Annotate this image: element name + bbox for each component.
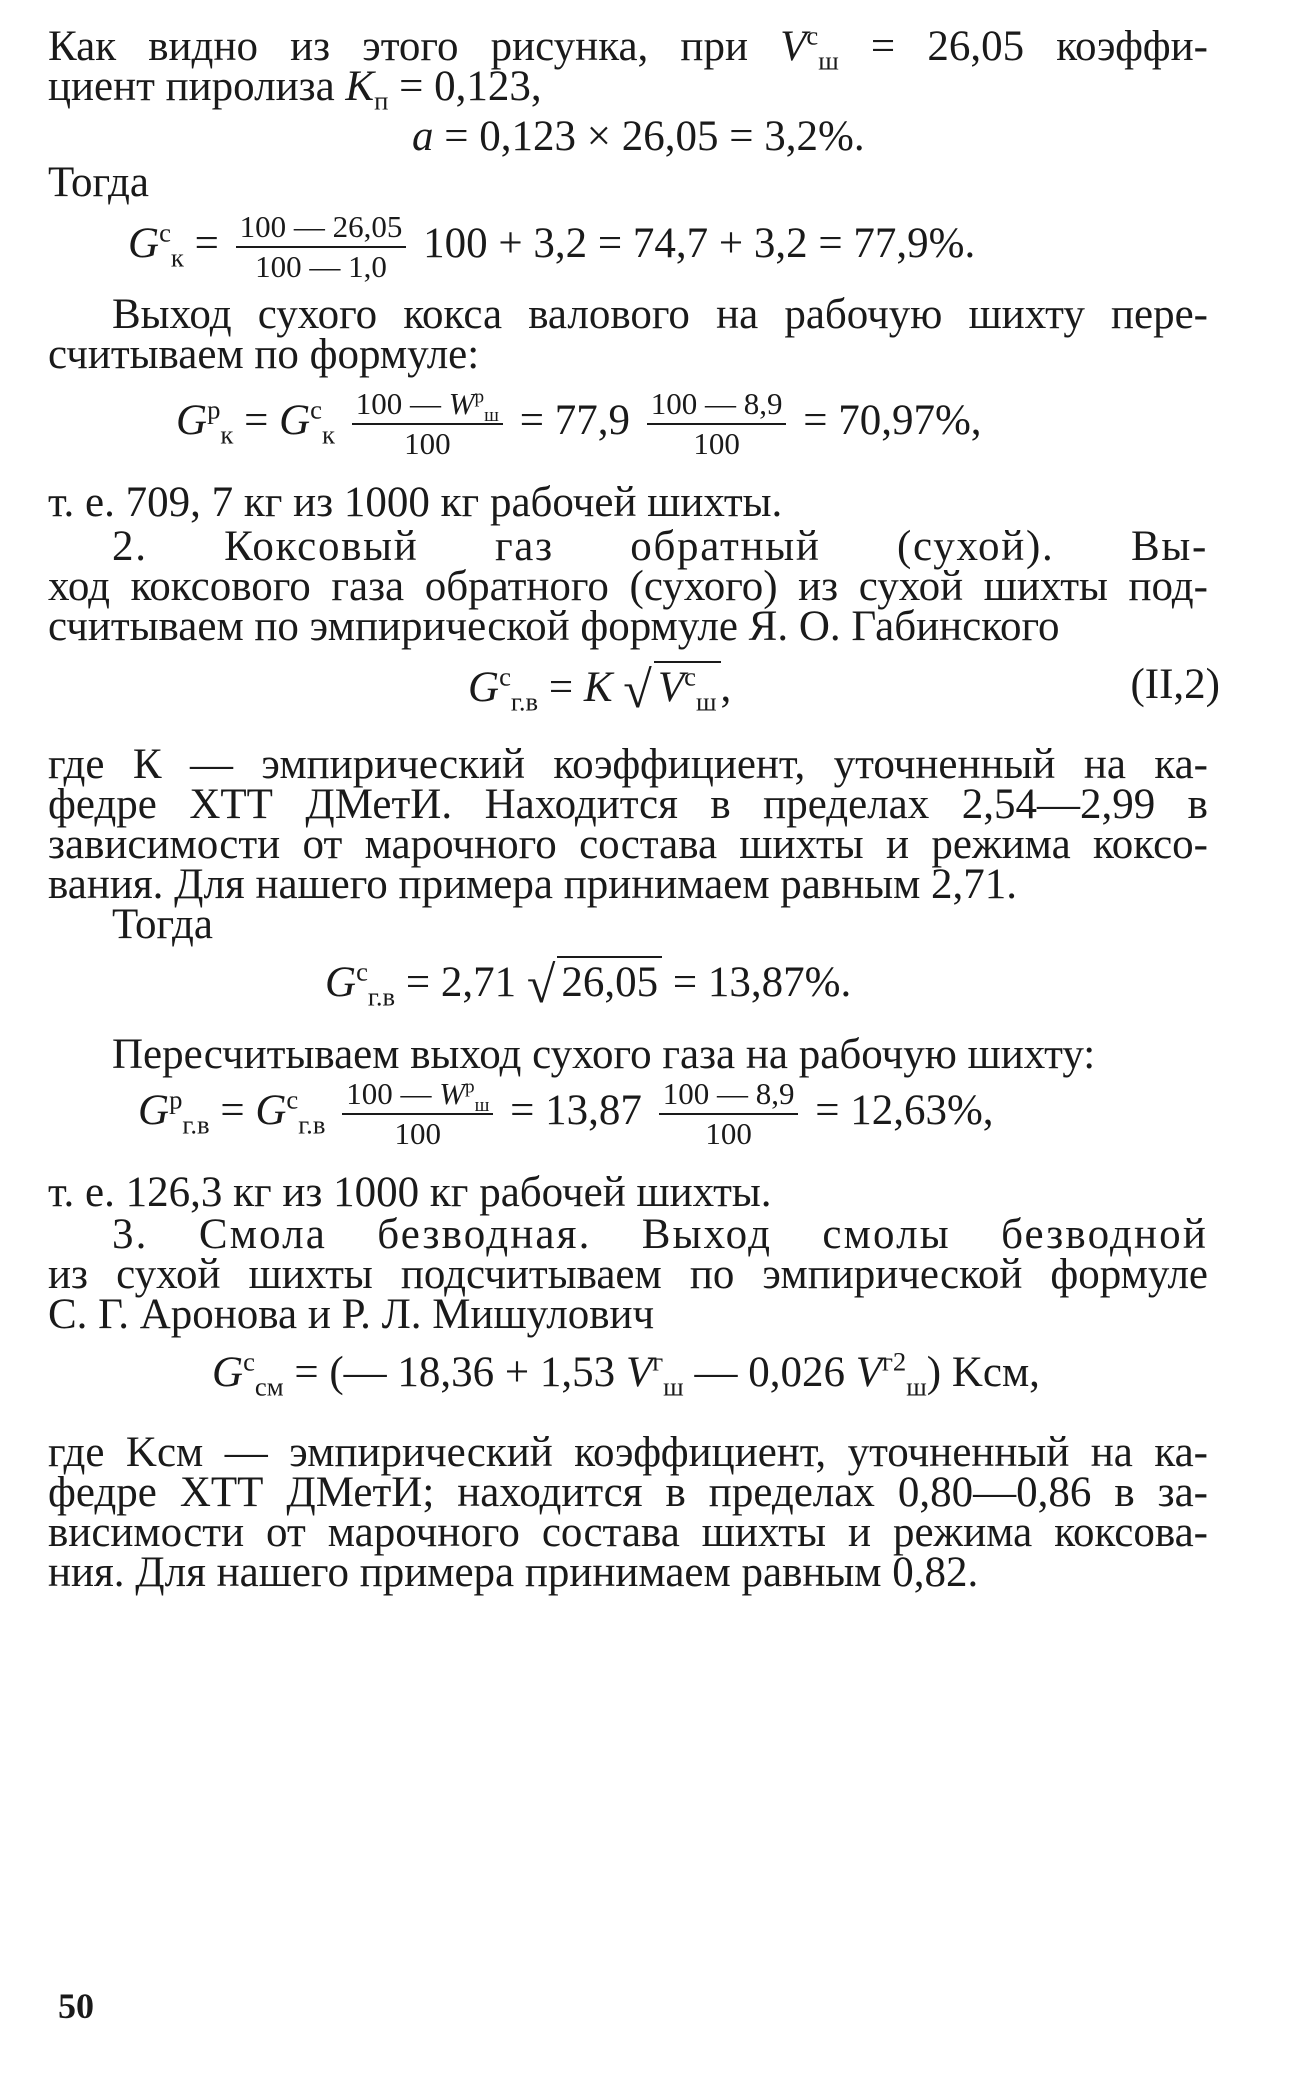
text-line: т. е. 126,3 кг из 1000 кг рабочей шихты.: [48, 1169, 772, 1216]
equation-a: a = 0,123 × 26,05 = 3,2%.: [412, 113, 865, 160]
text-line: считываем по эмпирической формуле Я. О. Габинского: [48, 603, 1060, 650]
equation-ggv-value: $G^с_{г.в} = 2,71$ √ 26,05 = 13,87%.: [325, 956, 852, 1014]
equation-ggvp: $G^р_{г.в} = G^с_{г.в}$ $\frac{100 — W^р_ш}{100}$ = 13,87 $\frac{100 — 8,9}{100}$ = 12,63%,: [138, 1076, 994, 1151]
text-line: т. е. 709, 7 кг из 1000 кг рабочей шихты.: [48, 479, 783, 526]
text-line: С. Г. Аронова и Р. Л. Мишулович: [48, 1291, 655, 1338]
equation-gkp: $G^р_к = G^с_к$ $\frac{100 — W^р_ш}{100}$ = 77,9 $\frac{100 — 8,9}{100}$ = 70,97%,: [176, 386, 982, 461]
text-line: федре ХТТ ДМетИ. Находится в пределах 2,54—2,99 в: [48, 781, 1208, 828]
text-line: Выход сухого кокса валового на рабочую шихту пере-: [112, 291, 1208, 338]
text-line: вания. Для нашего примера принимаем равным 2,71.: [48, 861, 1018, 908]
text-line: ход коксового газа обратного (сухого) из сухой шихты под-: [48, 563, 1208, 610]
page-number: 50: [58, 1986, 94, 2026]
text-line: где Kсм — эмпирический коэффициент, уточненный на ка-: [48, 1429, 1208, 1476]
text-line: Как видно из этого рисунка, при $V^с_ш = 26,05$ коэффи-: [48, 20, 1208, 76]
equation-ggv: $G^с_{г.в} = K$ √ $V^с_ш$,: [468, 661, 732, 719]
section-heading: 2. Коксовый газ обратный (сухой). Вы-: [112, 523, 1208, 570]
text-line: висимости от марочного состава шихты и режима коксова-: [48, 1509, 1208, 1556]
text-line: Тогда: [112, 901, 213, 948]
section-heading: 3. Смола безводная. Выход смолы безводной: [112, 1211, 1208, 1258]
text-line: где К — эмпирический коэффициент, уточненный на ка-: [48, 741, 1208, 788]
text-line: из сухой шихты подсчитываем по эмпирической формуле: [48, 1251, 1208, 1298]
text-line: федре ХТТ ДМетИ; находится в пределах 0,80—0,86 в за-: [48, 1469, 1208, 1516]
text-line: ния. Для нашего примера принимаем равным 0,82.: [48, 1549, 979, 1596]
text-line: считываем по формуле:: [48, 331, 480, 378]
equation-number: (II,2): [1130, 661, 1220, 708]
equation-resin: $G^с_{см}$ = (— 18,36 + 1,53 $V^г_ш$ — 0,026 $V^{г2}_ш$) Kсм,: [212, 1346, 1040, 1402]
text-line: Тогда: [48, 159, 149, 206]
equation-gk: $G^с_к$ = $\frac{100 — 26,05}{100 — 1,0}$ 100 + 3,2 = 74,7 + 3,2 = 77,9%.: [128, 209, 976, 284]
text-line: зависимости от марочного состава шихты и режима коксо-: [48, 821, 1208, 868]
text-line: Пересчитываем выход сухого газа на рабочую шихту:: [112, 1031, 1096, 1078]
text-line: циент пиролиза $K_п = 0,123$,: [48, 63, 542, 116]
